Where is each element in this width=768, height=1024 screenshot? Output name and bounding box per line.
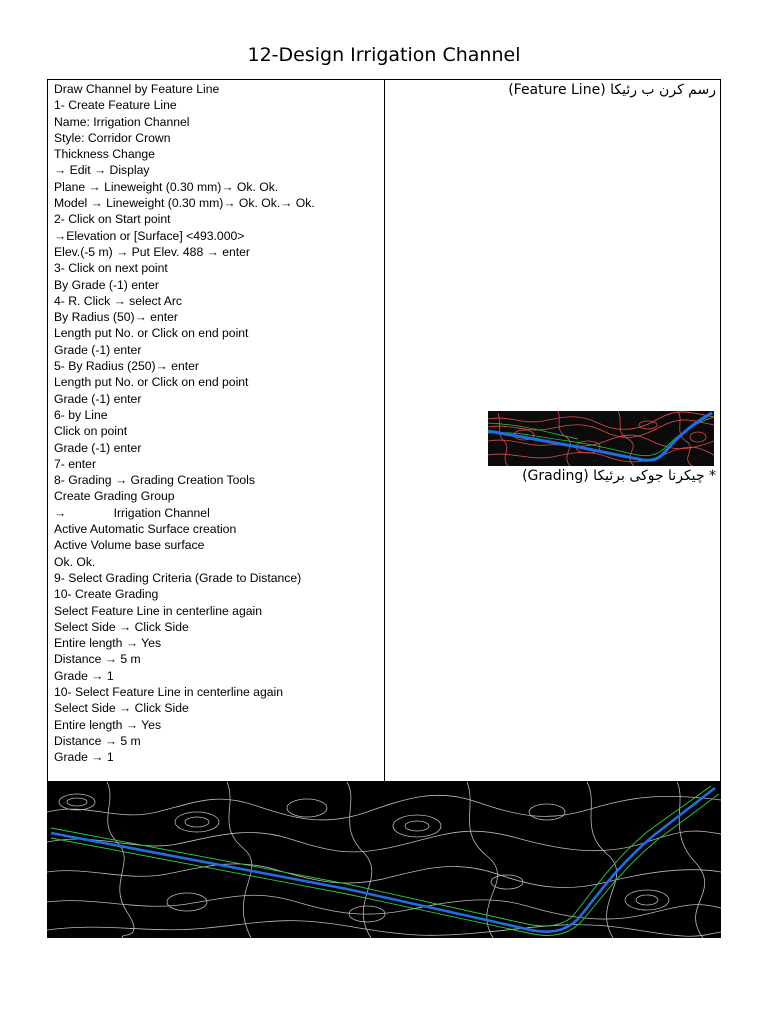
- step-line: Style: Corridor Crown: [54, 130, 171, 145]
- step-line: Select Side → Click Side: [54, 701, 189, 716]
- step-line: → Edit → Display: [54, 163, 150, 178]
- step-line: 3- Click on next point: [54, 261, 168, 276]
- thumbnail-contours: [488, 411, 714, 466]
- step-line: Grade → 1: [54, 750, 114, 765]
- step-line: 4- R. Click → select Arc: [54, 293, 182, 308]
- grading-thumbnail-drawing: [488, 411, 714, 466]
- step-line: 8- Grading → Grading Creation Tools: [54, 473, 255, 488]
- step-line: 6- by Line: [54, 407, 108, 422]
- step-line: Grade (-1) enter: [54, 342, 142, 357]
- step-line: 10- Create Grading: [54, 587, 159, 602]
- step-line: Length put No. or Click on end point: [54, 375, 249, 390]
- step-line: Ok. Ok.: [54, 554, 96, 569]
- step-line: Thickness Change: [54, 147, 155, 162]
- step-line: Elev.(-5 m) → Put Elev. 488 → enter: [54, 244, 250, 259]
- channel-plan-drawing: [47, 782, 721, 938]
- step-line: 2- Click on Start point: [54, 212, 171, 227]
- step-line: Distance → 5 m: [54, 652, 141, 667]
- step-line: Active Volume base surface: [54, 538, 205, 553]
- step-line: Distance → 5 m: [54, 733, 141, 748]
- step-line: →Elevation or [Surface] <493.000>: [54, 228, 245, 243]
- step-line: Grade (-1) enter: [54, 391, 142, 406]
- step-line: Draw Channel by Feature Line: [54, 82, 220, 96]
- step-line: Entire length → Yes: [54, 636, 162, 651]
- step-line: Name: Irrigation Channel: [54, 114, 190, 129]
- step-line: → Irrigation Channel: [54, 505, 210, 520]
- step-line: 5- By Radius (250)→ enter: [54, 359, 199, 374]
- step-line: 7- enter: [54, 456, 97, 471]
- step-line: Active Automatic Surface creation: [54, 522, 237, 537]
- step-line: 10- Select Feature Line in centerline again: [54, 684, 283, 699]
- step-line: 9- Select Grading Criteria (Grade to Distance): [54, 570, 302, 585]
- step-line: Select Feature Line in centerline again: [54, 603, 262, 618]
- step-line: Length put No. or Click on end point: [54, 326, 249, 341]
- step-line: 1- Create Feature Line: [54, 98, 177, 113]
- step-line: By Radius (50)→ enter: [54, 310, 178, 325]
- step-line: Click on point: [54, 424, 128, 439]
- step-line: By Grade (-1) enter: [54, 277, 159, 292]
- plan-contours: [47, 782, 721, 938]
- instruction-table: [47, 79, 721, 782]
- feature-line-note: رسم کرن ب رئیکا (Feature Line): [508, 82, 716, 98]
- table-divider: [384, 80, 385, 781]
- steps-list: [54, 81, 382, 765]
- step-line: Grade → 1: [54, 668, 114, 683]
- grading-note: * چیکرنا جوکی برئیکا (Grading): [522, 468, 716, 484]
- step-line: Plane → Lineweight (0.30 mm)→ Ok. Ok.: [54, 179, 279, 194]
- step-line: Entire length → Yes: [54, 717, 162, 732]
- step-line: Create Grading Group: [54, 489, 175, 504]
- channel-plan-view: [47, 782, 721, 938]
- grading-thumbnail: [488, 411, 714, 466]
- step-line: Grade (-1) enter: [54, 440, 142, 455]
- step-line: Select Side → Click Side: [54, 619, 189, 634]
- page-title: 12-Design Irrigation Channel: [247, 44, 521, 66]
- step-line: Model → Lineweight (0.30 mm)→ Ok. Ok.→ Ok.: [54, 196, 315, 211]
